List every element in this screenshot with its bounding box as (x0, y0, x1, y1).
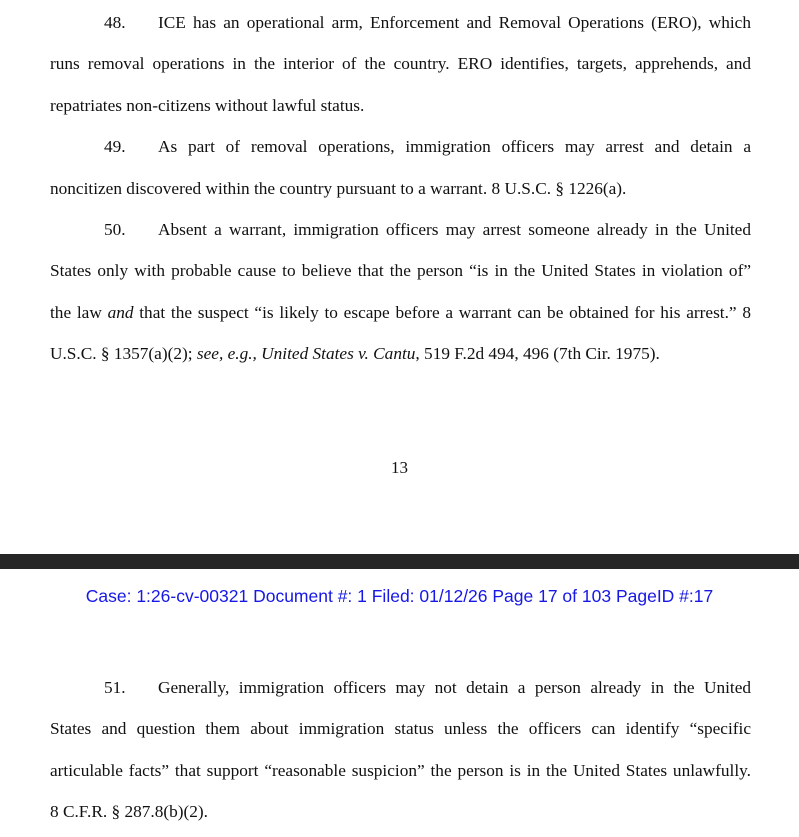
page-separator (0, 554, 799, 569)
paragraph-text: ICE has an operational arm, Enforcement and Removal Operations (ERO), which (158, 13, 751, 32)
page-14 (0, 569, 799, 837)
paragraph-51-line-2: States and question them about immigration status unless the officers can identify “specific (50, 719, 751, 738)
paragraph-text: Generally, immigration officers may not detain a person already in the United (158, 678, 751, 697)
paragraph-49-line-1 (104, 137, 751, 157)
text-segment: that the suspect “is likely to escape before a warrant can be obtained for his arrest.” 8 (133, 303, 751, 322)
paragraph-48-line-2: runs removal operations in the interior of the country. ERO identifies, targets, apprehends, and (50, 54, 751, 73)
paragraph-number: 50. (104, 220, 126, 239)
case-header: Case: 1:26-cv-00321 Document #: 1 Filed: 01/12/26 Page 17 of 103 PageID #:17 (85, 586, 714, 606)
paragraph-48-line-3: repatriates non-citizens without lawful status. (50, 96, 365, 115)
paragraph-number: 51. (104, 678, 126, 697)
paragraph-50-line-2: States only with probable cause to believe that the person “is in the United States in violation of” (50, 261, 751, 280)
paragraph-number: 48. (104, 13, 126, 32)
text-segment: the law (50, 303, 108, 322)
citation-text: , 519 F.2d 494, 496 (7th Cir. 1975). (415, 344, 660, 363)
paragraph-51-line-4: 8 C.F.R. § 287.8(b)(2). (50, 802, 208, 821)
citation-text: U.S.C. § 1357(a)(2); (50, 344, 197, 363)
paragraph-49-line-2: noncitizen discovered within the country pursuant to a warrant. 8 U.S.C. § 1226(a). (50, 179, 627, 198)
paragraph-number: 49. (104, 137, 126, 156)
paragraph-text: Absent a warrant, immigration officers may arrest someone already in the United (158, 220, 751, 239)
case-name-citation: see, e.g., United States v. Cantu (196, 344, 416, 363)
paragraph-51-line-1 (104, 678, 751, 698)
paragraph-text: As part of removal operations, immigration officers may arrest and detain a (158, 137, 751, 156)
page-number: 13 (391, 458, 408, 477)
paragraph-50-line-1 (104, 220, 751, 240)
paragraph-51-line-3: articulable facts” that support “reasonable suspicion” the person is in the United States unlawfully. (50, 761, 751, 780)
paragraph-50-line-4 (50, 344, 751, 364)
paragraph-50-line-3 (50, 303, 751, 323)
paragraph-48-line-1 (104, 13, 751, 33)
emphasis-text: and (107, 303, 134, 322)
